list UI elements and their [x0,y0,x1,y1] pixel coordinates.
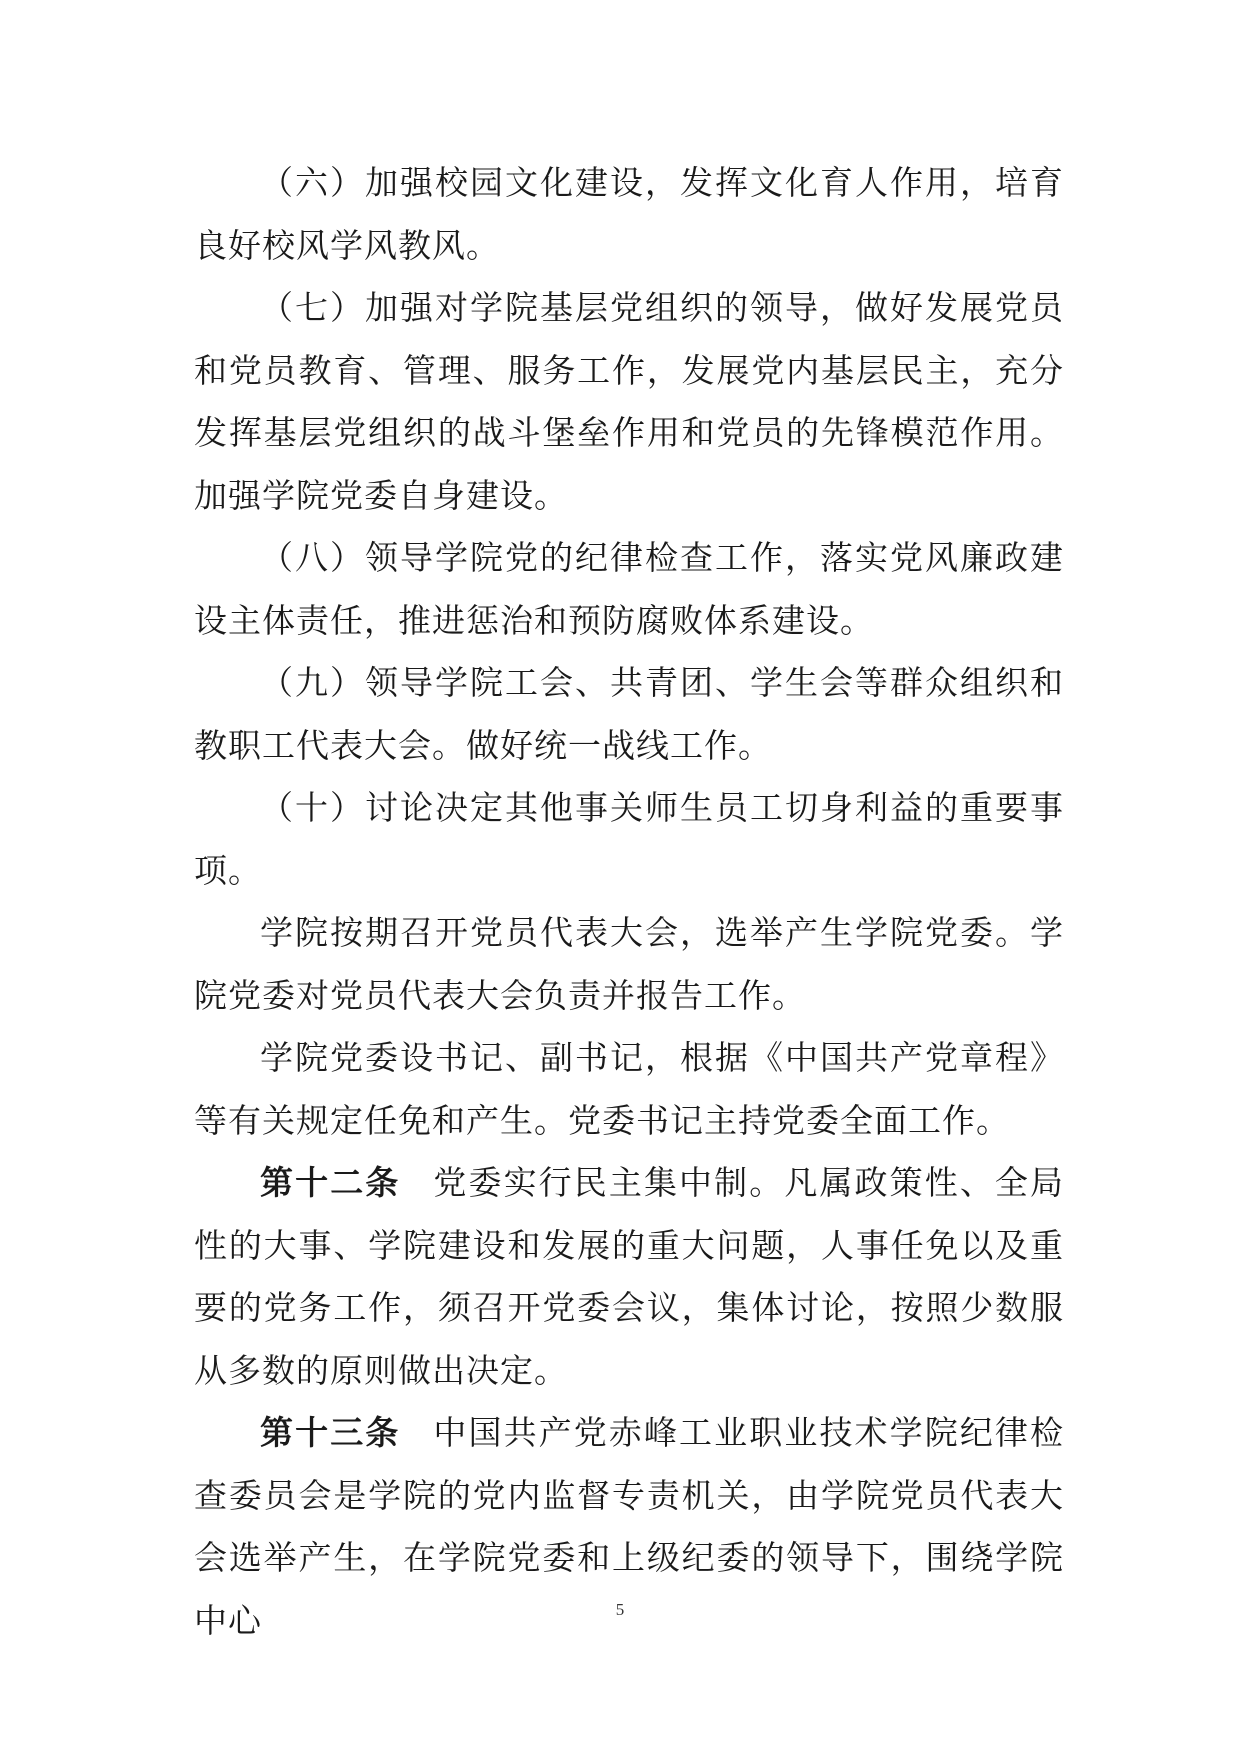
paragraph-item-7: （七）加强对学院基层党组织的领导，做好发展党员和党员教育、管理、服务工作，发展党内基层民主，充分发挥基层党组织的战斗堡垒作用和党员的先锋模范作用。加强学院党委自身建设。 [194,288,1064,515]
paragraph-item-10: （十）讨论决定其他事关师生员工切身利益的重要事项。 [194,788,1064,890]
paragraph-item-6: （六）加强校园文化建设，发挥文化育人作用，培育良好校风学风教风。 [194,163,1064,265]
page-number: 5 [615,1600,625,1619]
article-13-heading: 第十三条 [260,1413,401,1452]
paragraph-item-9: （九）领导学院工会、共青团、学生会等群众组织和教职工代表大会。做好统一战线工作。 [194,663,1064,765]
paragraph-congress: 学院按期召开党员代表大会，选举产生学院党委。学院党委对党员代表大会负责并报告工作。 [194,913,1064,1015]
article-12-heading: 第十二条 [260,1163,401,1202]
paragraph-item-8: （八）领导学院党的纪律检查工作，落实党风廉政建设主体责任，推进惩治和预防腐败体系建设。 [194,538,1064,640]
article-12 [194,1152,1064,1402]
article-13-text: 中国共产党赤峰工业职业技术学院纪律检查委员会是学院的党内监督专责机关，由学院党员代表大会选举产生，在学院党委和上级纪委的领导下，围绕学院中心 [194,1413,1065,1640]
document-body [194,152,1064,1652]
paragraph-secretary: 学院党委设书记、副书记，根据《中国共产党章程》等有关规定任免和产生。党委书记主持党委全面工作。 [194,1038,1064,1140]
article-12-text: 党委实行民主集中制。凡属政策性、全局性的大事、学院建设和发展的重大问题，人事任免以及重要的党务工作，须召开党委会议，集体讨论，按照少数服从多数的原则做出决定。 [194,1163,1065,1390]
